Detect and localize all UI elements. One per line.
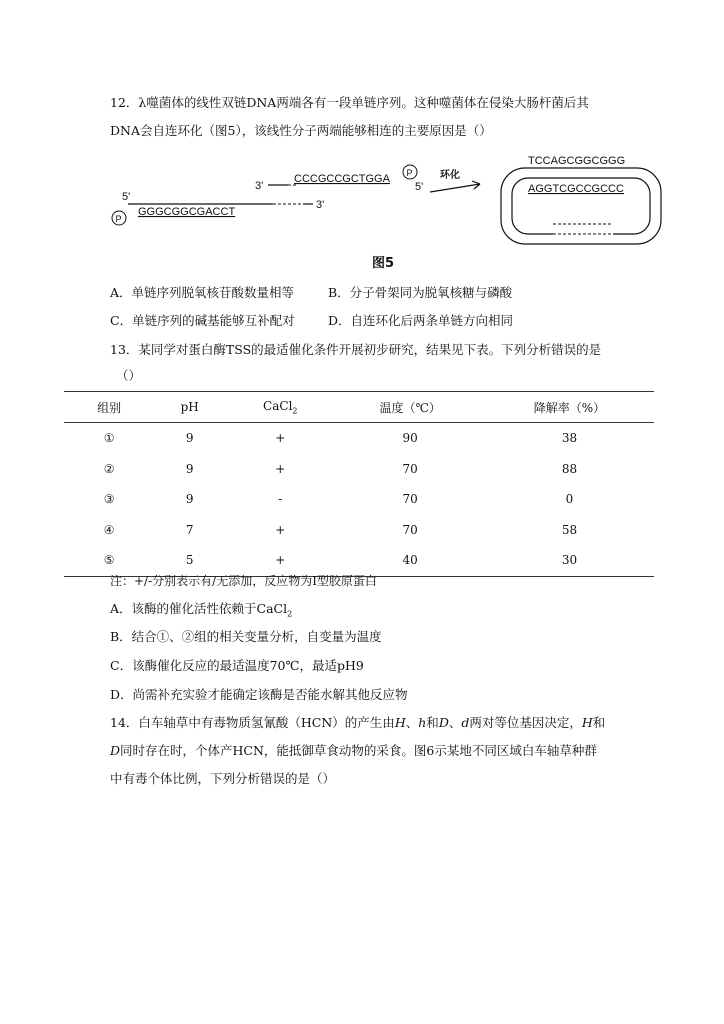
q14-text-line3: 中有毒个体比例，下列分析错误的是（） bbox=[110, 771, 336, 786]
q13-option-a[interactable] bbox=[110, 600, 292, 624]
label-5prime-left: 5' bbox=[122, 191, 131, 203]
cell-cacl2: - bbox=[278, 492, 283, 507]
cell-group: ② bbox=[103, 461, 115, 476]
q14-and2: 和 bbox=[592, 715, 606, 730]
table-row bbox=[64, 484, 654, 515]
header-group: 组别 bbox=[64, 392, 154, 423]
header-cacl2 bbox=[225, 392, 335, 423]
q12-text-line1: 12．λ噬菌体的线性双链DNA两端各有一段单链序列。这种噬菌体在侵染大肠杆菌后其 bbox=[110, 95, 589, 110]
bottom-sticky-sequence: GGGCGGCGACCT bbox=[138, 206, 236, 218]
label-3prime-top: 3' bbox=[255, 180, 264, 192]
cell-group: ③ bbox=[103, 492, 115, 507]
cell-degradation-rate: 88 bbox=[561, 461, 578, 476]
header-cacl2-text: CaCl bbox=[263, 398, 293, 413]
cell-degradation-rate: 0 bbox=[565, 492, 574, 507]
header-degradation-rate: 降解率（%） bbox=[485, 392, 654, 423]
cell-degradation-rate: 38 bbox=[561, 431, 578, 446]
cell-cacl2: + bbox=[275, 461, 286, 476]
cell-temperature: 40 bbox=[335, 545, 485, 576]
q13-table-note: 注：+/-分别表示有/无添加，反应物为Ⅰ型胶原蛋白 bbox=[110, 574, 377, 588]
cell-group: ⑤ bbox=[64, 545, 154, 576]
cell-cacl2: + bbox=[275, 522, 286, 537]
cell-cacl2: + bbox=[275, 431, 286, 446]
arrow-label-circularize: 环化 bbox=[440, 170, 460, 181]
header-ph: pH bbox=[154, 392, 225, 423]
cell-group: ④ bbox=[103, 522, 115, 537]
label-5prime-right: 5' bbox=[415, 181, 424, 193]
table-row bbox=[64, 454, 654, 485]
q13-option-d[interactable]: D．尚需补充实验才能确定该酶是否能水解其他反应物 bbox=[110, 687, 408, 702]
circularize-arrow-shaft bbox=[430, 184, 480, 192]
q12-text-line2: DNA会自连环化（图5），该线性分子两端能够相连的主要原因是（） bbox=[110, 123, 492, 138]
cell-ph: 9 bbox=[185, 461, 194, 476]
cell-degradation-rate: 58 bbox=[561, 522, 578, 537]
gene-h: h bbox=[418, 715, 427, 730]
figure-5-dna-circularization bbox=[108, 152, 668, 244]
q13-option-b[interactable]: B．结合①、②组的相关变量分析，自变量为温度 bbox=[110, 629, 382, 644]
cell-group: ① bbox=[103, 431, 115, 446]
ring-top-sequence: TCCAGCGGCGGG bbox=[528, 155, 626, 167]
q12-option-b[interactable]: B．分子骨架同为脱氧核糖与磷酸 bbox=[328, 285, 513, 300]
dna-diagram bbox=[108, 152, 668, 244]
cell-temperature: 70 bbox=[402, 492, 418, 507]
cell-cacl2: + bbox=[225, 545, 335, 576]
q12-option-d[interactable]: D．自连环化后两条单链方向相同 bbox=[328, 313, 514, 328]
gene-D-2: D bbox=[110, 743, 121, 758]
header-cacl2-sub: 2 bbox=[292, 406, 298, 416]
q14-text-line1 bbox=[110, 714, 605, 732]
table-row bbox=[64, 515, 654, 546]
ring-inner-sequence: AGGTCGCCGCCC bbox=[528, 183, 624, 195]
q13-option-a-sub: 2 bbox=[287, 609, 293, 619]
q13-text-line2: （） bbox=[116, 368, 142, 383]
q14-sep1: 、 bbox=[405, 715, 419, 730]
q14-line1-b: 两对等位基因决定， bbox=[469, 715, 582, 730]
cell-temperature: 90 bbox=[402, 431, 418, 446]
top-sticky-sequence: CCCGCCGCTGGA bbox=[294, 173, 390, 185]
table-row bbox=[64, 423, 654, 454]
q12-option-c[interactable]: C．单链序列的碱基能够互补配对 bbox=[110, 313, 295, 328]
cell-ph: 9 bbox=[185, 431, 194, 446]
q14-text-line2 bbox=[110, 742, 597, 760]
cell-degradation-rate: 30 bbox=[485, 545, 654, 576]
cell-ph: 7 bbox=[185, 522, 194, 537]
q13-results-table bbox=[64, 391, 654, 577]
q14-sep2: 、 bbox=[448, 715, 462, 730]
table-header-row bbox=[64, 392, 654, 423]
gene-D: D bbox=[438, 715, 449, 730]
cell-ph: 9 bbox=[185, 492, 194, 507]
header-temperature: 温度（℃） bbox=[335, 392, 485, 423]
gene-d: d bbox=[461, 715, 470, 730]
q14-and: 和 bbox=[426, 715, 439, 730]
gene-H: H bbox=[394, 715, 406, 730]
cell-ph: 5 bbox=[154, 545, 225, 576]
figure-5-caption: 图5 bbox=[372, 256, 395, 271]
q14-line2-b: 同时存在时，个体产HCN，能抵御草食动物的采食。图6示某地不同区域白车轴草种群 bbox=[120, 743, 597, 758]
label-3prime-bottom: 3' bbox=[316, 199, 325, 211]
q12-option-a[interactable]: A．单链序列脱氧核苷酸数量相等 bbox=[110, 285, 295, 300]
q14-line1-a: 14．白车轴草中有毒物质氢氰酸（HCN）的产生由 bbox=[110, 715, 395, 730]
q13-option-a-text: A．该酶的催化活性依赖于CaCl bbox=[110, 601, 288, 616]
gene-H-2: H bbox=[581, 715, 593, 730]
cell-temperature: 70 bbox=[402, 461, 418, 476]
phosphate-label-right: P bbox=[406, 168, 413, 178]
q13-option-c[interactable]: C．该酶催化反应的最适温度70℃，最适pH9 bbox=[110, 658, 364, 673]
phosphate-label-left: P bbox=[115, 214, 122, 224]
q13-text-line1: 13．某同学对蛋白酶TSS的最适催化条件开展初步研究，结果见下表。下列分析错误的是 bbox=[110, 342, 602, 357]
cell-temperature: 70 bbox=[402, 522, 418, 537]
